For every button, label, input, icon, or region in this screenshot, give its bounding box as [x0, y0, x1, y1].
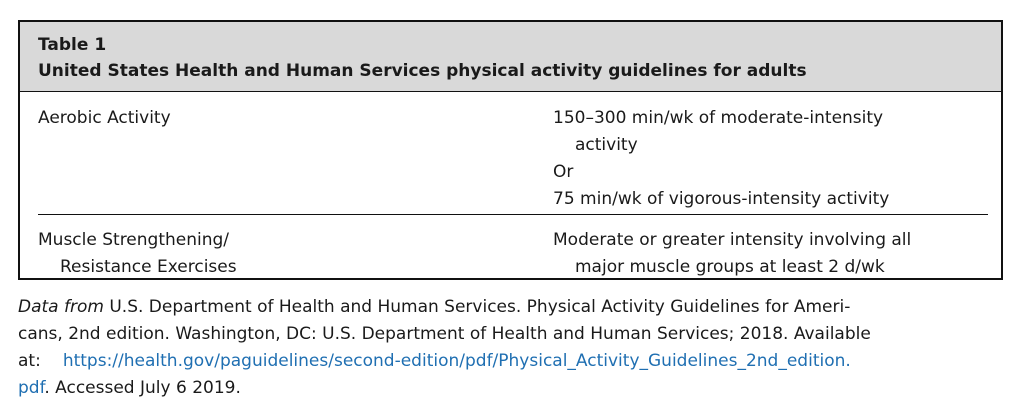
source-line-1: [18, 294, 1008, 321]
source-line-2: cans, 2nd edition. Washington, DC: U.S. Department of Health and Human Services; 2018. Available: [18, 324, 871, 344]
guideline-line-continued: activity: [575, 135, 638, 155]
guidelines-table: [18, 20, 1003, 280]
table-row-aerobic: [20, 92, 1001, 216]
category-line: Aerobic Activity: [38, 108, 171, 128]
source-prefix: Data from: [18, 297, 104, 317]
category-line-continued: Resistance Exercises: [60, 257, 237, 277]
source-url-link[interactable]: https://health.gov/paguidelines/second-edition/pdf/Physical_Activity_Guidelines_2nd_edition.: [62, 351, 851, 371]
source-line-4: [18, 375, 1008, 402]
category-line: Muscle Strengthening/: [38, 230, 230, 250]
row-guideline: [553, 105, 993, 213]
source-text: U.S. Department of Health and Human Services. Physical Activity Guidelines for Ameri-: [109, 297, 851, 317]
row-guideline: [553, 227, 993, 281]
guideline-or: Or: [553, 162, 574, 182]
table-title: United States Health and Human Services physical activity guidelines for adults: [38, 61, 807, 81]
source-accessed: . Accessed July 6 2019.: [44, 378, 241, 398]
row-category: [38, 227, 518, 281]
guideline-line-continued: major muscle groups at least 2 d/wk: [575, 257, 885, 277]
guideline-line: 75 min/wk of vigorous-intensity activity: [553, 189, 890, 209]
source-note: [18, 294, 1008, 402]
row-divider: [38, 214, 988, 215]
source-at-label: at:: [18, 351, 41, 371]
table-label: Table 1: [38, 35, 107, 55]
source-url-link-end[interactable]: pdf: [18, 378, 45, 398]
source-line-3: [18, 348, 1008, 375]
guideline-line: 150–300 min/wk of moderate-intensity: [553, 108, 884, 128]
guideline-line: Moderate or greater intensity involving all: [553, 230, 912, 250]
table-header: [20, 22, 1001, 92]
row-category: [38, 105, 518, 132]
table-row-muscle: [20, 216, 1001, 277]
